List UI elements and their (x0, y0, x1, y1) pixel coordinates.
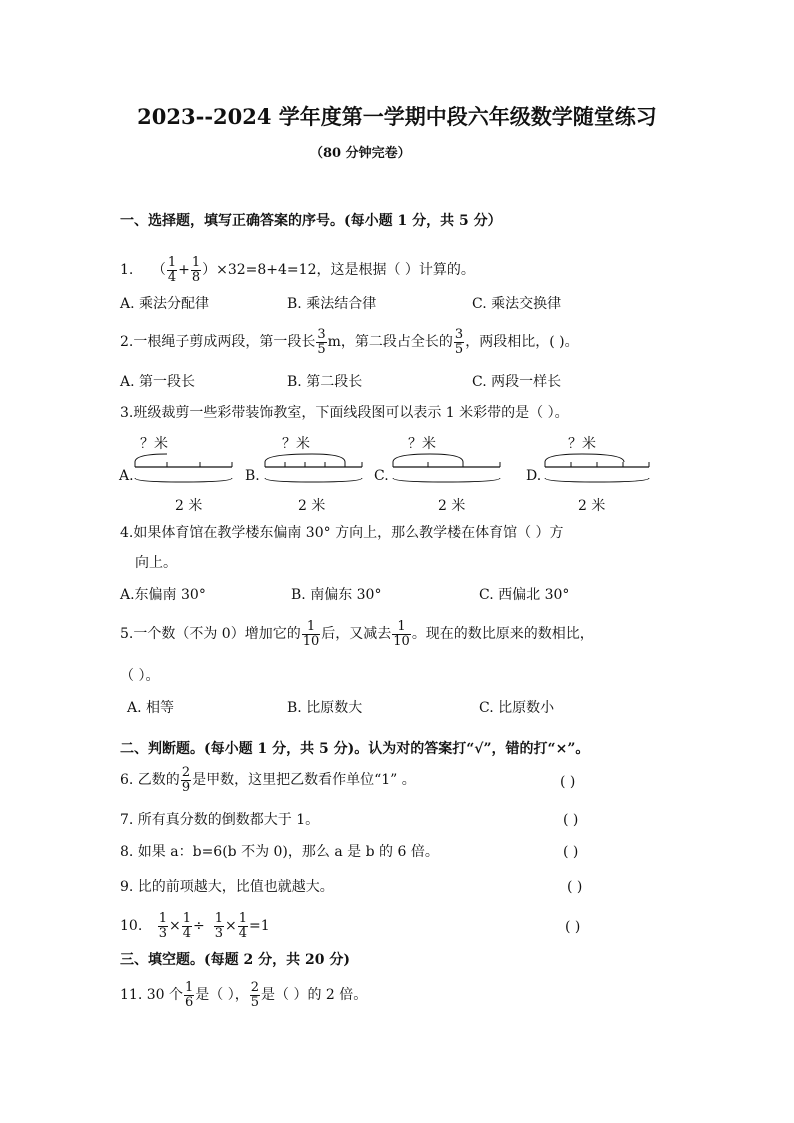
q1-plus: + (178, 262, 190, 279)
question-4-line2: 向上。 (135, 555, 177, 571)
diagram-a-letter: A. (119, 468, 134, 484)
q6-answer-paren[interactable]: ( ) (560, 774, 576, 790)
diagram-b-bottom-label: 2 米 (298, 498, 326, 514)
q10-op-1: × (169, 918, 181, 935)
q4-option-c: C. 西偏北 30° (479, 587, 570, 603)
q1-number: 1. (120, 262, 134, 279)
q2-option-c: C. 两段一样长 (472, 374, 562, 390)
q10-tail: =1 (249, 918, 270, 935)
diagram-d-bottom-brace (545, 478, 649, 482)
q10-fraction-4: $\frac{1}{4}$ (238, 911, 248, 941)
diagram-b-top-brace (265, 454, 345, 462)
diagram-c-top-brace (393, 454, 463, 462)
diagram-a-top-brace (135, 454, 167, 462)
question-10 (120, 912, 270, 940)
q1-option-a: A. 乘法分配律 (120, 296, 210, 312)
q2-fraction-1: $\frac{3}{5}$ (317, 327, 326, 357)
diagram-d-top-label: ？米 (568, 436, 596, 452)
q5-option-c: C. 比原数小 (479, 700, 555, 716)
question-5-line2: （ ）。 (120, 668, 160, 684)
q8-answer-paren[interactable]: ( ) (563, 844, 579, 860)
q11-text-2: 是（ ）， (195, 987, 249, 1004)
diagram-b-letter: B. (245, 468, 260, 484)
diagram-d-bottom-label: 2 米 (578, 498, 606, 514)
q6-fraction: $\frac{2}{9}$ (181, 765, 191, 795)
q1-fraction-1: $\frac{1}{4}$ (167, 255, 177, 285)
q5-fraction-1: $\frac{1}{10}$ (302, 619, 320, 649)
q5-option-b: B. 比原数大 (287, 700, 363, 716)
question-2 (120, 328, 579, 356)
question-3: 3.班级裁剪一些彩带装饰教室，下面线段图可以表示 1 米彩带的是（ ）。 (120, 405, 569, 421)
q1-text: ）×32=8+4=12，这是根据（ ）计算的。 (202, 262, 475, 279)
q5-text-3: 。现在的数比原来的数相比， (411, 626, 594, 643)
diagram-d-top-brace (545, 454, 624, 462)
q10-answer-paren[interactable]: ( ) (565, 919, 581, 935)
q2-text-2: m，第二段占全长的 (327, 334, 453, 351)
q10-fraction-1: $\frac{1}{3}$ (158, 911, 167, 941)
q5-option-a: A. 相等 (127, 700, 175, 716)
diagram-c-top-label: ？米 (408, 436, 436, 452)
q1-open-paren: （ (151, 262, 166, 279)
q2-fraction-2: $\frac{3}{5}$ (454, 327, 464, 357)
diagram-a (132, 450, 238, 490)
diagram-c-bottom-label: 2 米 (438, 498, 466, 514)
q9-answer-paren[interactable]: ( ) (567, 879, 583, 895)
diagram-a-bottom-brace (135, 478, 232, 482)
q10-number: 10. (120, 918, 143, 935)
q4-option-b: B. 南偏东 30° (291, 587, 382, 603)
q4-option-a: A.东偏南 30° (120, 587, 206, 603)
diagram-b-top-label: ？米 (282, 436, 310, 452)
q5-fraction-2: $\frac{1}{10}$ (393, 619, 410, 649)
q1-fraction-2: $\frac{1}{8}$ (191, 255, 201, 285)
question-9: 9. 比的前项越大，比值也就越大。 (120, 879, 334, 895)
q1-option-c: C. 乘法交换律 (472, 296, 562, 312)
q10-fraction-3: $\frac{1}{3}$ (214, 911, 224, 941)
q11-fraction-2: $\frac{2}{5}$ (250, 980, 259, 1010)
q6-text-1: 6. 乙数的 (120, 772, 180, 789)
question-11 (120, 981, 367, 1009)
question-7: 7. 所有真分数的倒数都大于 1。 (120, 812, 320, 828)
diagram-c-letter: C. (374, 468, 389, 484)
q10-op-2: ÷ (193, 918, 205, 935)
diagram-d-letter: D. (526, 468, 542, 484)
q11-text-1: 11. 30 个 (120, 987, 183, 1004)
diagram-c-bottom-brace (393, 478, 500, 482)
question-8: 8. 如果 a：b=6(b 不为 0)，那么 a 是 b 的 6 倍。 (120, 844, 439, 860)
q2-option-b: B. 第二段长 (287, 374, 363, 390)
question-5 (120, 620, 594, 648)
section2-heading: 二、判断题。(每小题 1 分，共 5 分)。认为对的答案打“√”，错的打“×”。 (120, 741, 590, 757)
q11-text-3: 是（ ）的 2 倍。 (261, 987, 368, 1004)
page-subtitle: （80 分钟完卷） (310, 146, 411, 161)
q1-option-b: B. 乘法结合律 (287, 296, 377, 312)
q10-fraction-2: $\frac{1}{4}$ (182, 911, 192, 941)
q5-text-2: 后，又减去 (321, 626, 392, 643)
q11-fraction-1: $\frac{1}{6}$ (184, 980, 194, 1010)
q5-text-1: 5.一个数（不为 0）增加它的 (120, 626, 301, 643)
diagram-b (262, 450, 368, 490)
diagram-a-bottom-label: 2 米 (175, 498, 203, 514)
diagram-c (390, 450, 504, 490)
question-1 (120, 256, 475, 284)
q2-text-1: 2.一根绳子剪成两段，第一段长 (120, 334, 316, 351)
q2-text-3: ，两段相比，( )。 (465, 334, 579, 351)
diagram-d (542, 450, 654, 490)
section1-heading: 一、选择题，填写正确答案的序号。(每小题 1 分，共 5 分） (120, 213, 502, 229)
q7-answer-paren[interactable]: ( ) (563, 812, 579, 828)
q6-text-2: 是甲数，这里把乙数看作单位“1” 。 (192, 772, 416, 789)
question-6 (120, 766, 416, 794)
q2-option-a: A. 第一段长 (120, 374, 196, 390)
diagram-b-bottom-brace (265, 478, 362, 482)
q10-op-3: × (225, 918, 237, 935)
page-title: 2023--2024 学年度第一学期中段六年级数学随堂练习 (137, 104, 657, 129)
question-4-line1: 4.如果体育馆在教学楼东偏南 30° 方向上，那么教学楼在体育馆（ ）方 (120, 525, 564, 541)
section3-heading: 三、填空题。(每题 2 分，共 20 分) (120, 952, 350, 968)
diagram-a-top-label: ？米 (140, 436, 168, 452)
